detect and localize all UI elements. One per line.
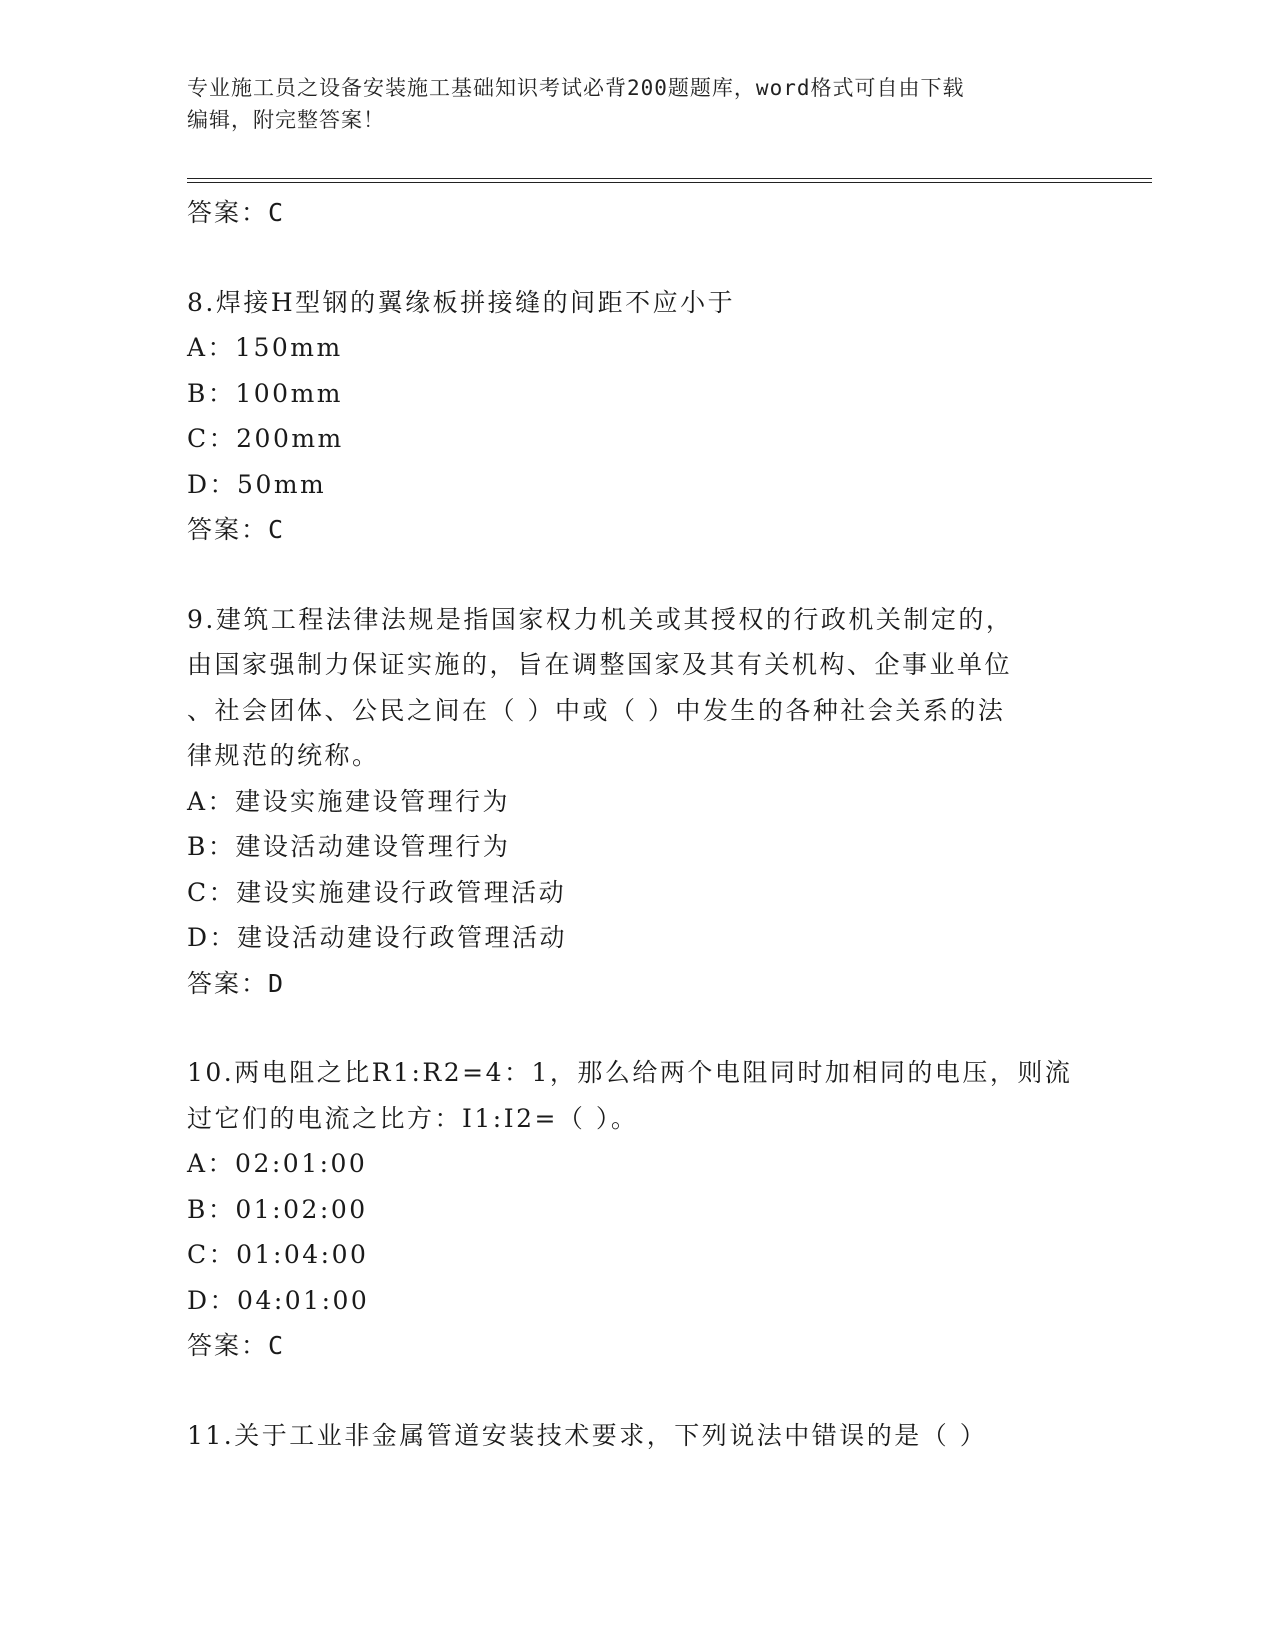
question-text: 10.两电阻之比R1:R2=4：1，那么给两个电阻同时加相同的电压，则流 [187, 1058, 1073, 1087]
option-d: D：50mm [187, 469, 327, 499]
header-line-2: 编辑，附完整答案！ [187, 108, 385, 132]
answer-line: 答案：C [187, 1331, 286, 1360]
answer-line: 答案：C [187, 515, 286, 544]
option-b: B：建设活动建设管理行为 [187, 832, 511, 861]
option-a: A：150mm [187, 333, 343, 362]
question-text: 8.焊接H型钢的翼缘板拼接缝的间距不应小于 [187, 287, 736, 317]
answer-line: 答案：D [187, 968, 286, 998]
header-rule-bottom [187, 182, 1152, 183]
document-header [187, 72, 1087, 136]
option-a: A：建设实施建设管理行为 [187, 786, 511, 816]
question-text: 、社会团体、公民之间在（ ）中或（ ）中发生的各种社会关系的法 [187, 695, 1006, 725]
question-text: 9.建筑工程法律法规是指国家权力机关或其授权的行政机关制定的， [187, 604, 1014, 634]
header-rule-top [187, 178, 1152, 179]
question-text: 11.关于工业非金属管道安装技术要求，下列说法中错误的是（ ） [187, 1420, 988, 1450]
spacer [187, 236, 1087, 280]
question-block [187, 597, 1087, 1007]
question-list [187, 190, 1087, 1458]
header-line-1: 专业施工员之设备安装施工基础知识考试必背200题题库，word格式可自由下载 [187, 76, 965, 100]
answer-line: 答案：C [187, 198, 286, 227]
spacer [187, 1006, 1087, 1050]
question-block [187, 280, 1087, 553]
option-d: D：04:01:00 [187, 1285, 370, 1315]
question-block [187, 1050, 1087, 1369]
spacer [187, 553, 1087, 597]
option-c: C：01:04:00 [187, 1240, 369, 1269]
option-b: B：100mm [187, 378, 344, 408]
question-text: 律规范的统称。 [187, 741, 380, 770]
option-d: D：建设活动建设行政管理活动 [187, 923, 568, 952]
option-b: B：01:02:00 [187, 1194, 368, 1224]
option-a: A：02:01:00 [187, 1149, 368, 1178]
question-text: 过它们的电流之比方：I1:I2=（ ）。 [187, 1103, 639, 1133]
question-text: 由国家强制力保证实施的，旨在调整国家及其有关机构、企事业单位 [187, 650, 1013, 679]
option-c: C：建设实施建设行政管理活动 [187, 877, 567, 907]
spacer [187, 1369, 1087, 1413]
question-block [187, 1413, 1087, 1459]
option-c: C：200mm [187, 424, 344, 453]
